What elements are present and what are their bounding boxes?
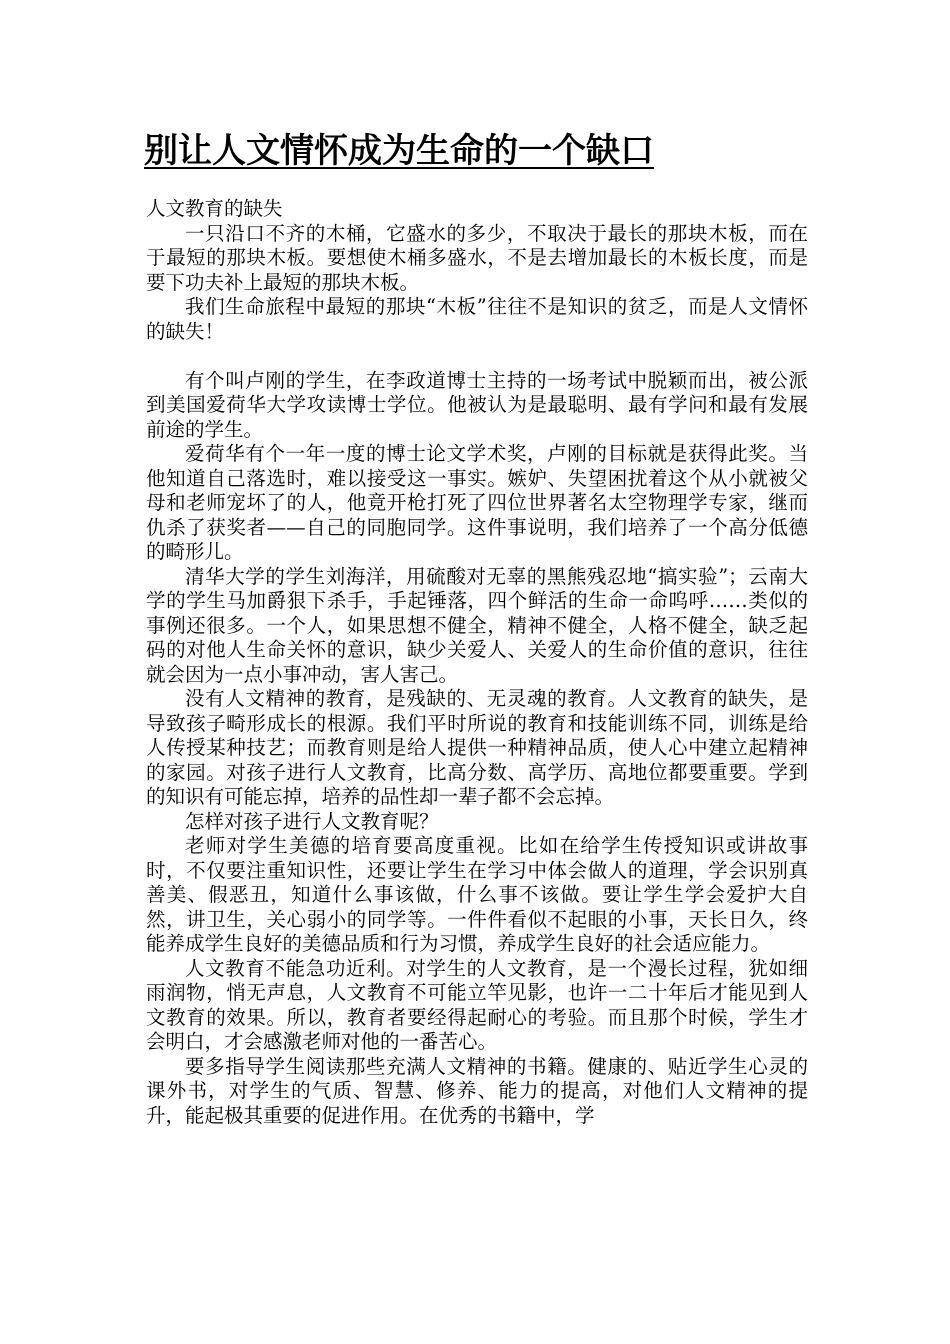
paragraph: 没有人文精神的教育，是残缺的、无灵魂的教育。人文教育的缺失，是导致孩子畸形成长的根源。我们平时所说的教育和技能训练不同，训练是给人传授某种技艺；而教育则是给人提供一种精神品质，使人心中建立起精神的家园。对孩子进行人文教育，比高分数、高学历、高地位都要重要。学到的知识有可能忘掉，培养的品性却一辈子都不会忘掉。 bbox=[146, 687, 808, 808]
paragraph: 爱荷华有个一年一度的博士论文学术奖，卢刚的目标就是获得此奖。当他知道自己落选时，难以接受这一事实。嫉妒、失望困扰着这个从小就被父母和老师宠坏了的人，他竟开枪打死了四位世界著名太空物理学专家，继而仇杀了获奖者——自己的同胞同学。这件事说明，我们培养了一个高分低德的畸形儿。 bbox=[146, 442, 808, 563]
paragraph: 清华大学的学生刘海洋，用硫酸对无辜的黑熊残忍地“搞实验”；云南大学的学生马加爵狠下杀手，手起锤落，四个鲜活的生命一命呜呼……类似的事例还很多。一个人，如果思想不健全，精神不健全，人格不健全，缺乏起码的对他人生命关怀的意识，缺少关爱人、关爱人的生命价值的意识，往往就会因为一点小事冲动，害人害己。 bbox=[146, 564, 808, 686]
paragraph: 老师对学生美德的培育要高度重视。比如在给学生传授知识或讲故事时，不仅要注重知识性，还要让学生在学习中体会做人的道理，学会识别真善美、假恶丑，知道什么事该做，什么事不该做。要让学生学会爱护大自然，讲卫生，关心弱小的同学等。一件件看似不起眼的小事，天长日久，终能养成学生良好的美德品质和行为习惯，养成学生良好的社会适应能力。 bbox=[146, 834, 808, 955]
paragraph: 我们生命旅程中最短的那块“木板”往往不是知识的贫乏，而是人文情怀的缺失！ bbox=[146, 295, 808, 343]
document-title: 别让人文情怀成为生命的一个缺口 bbox=[144, 131, 654, 171]
paragraph: 怎样对孩子进行人文教育呢？ bbox=[185, 809, 439, 833]
document-body bbox=[146, 197, 808, 1128]
paragraph: 一只沿口不齐的木桶，它盛水的多少，不取决于最长的那块木板，而在于最短的那块木板。要想使木桶多盛水，不是去增加最长的木板长度，而是要下功夫补上最短的那块木板。 bbox=[146, 221, 808, 294]
section-heading: 人文教育的缺失 bbox=[146, 197, 283, 220]
paragraph: 人文教育不能急功近利。对学生的人文教育，是一个漫长过程，犹如细雨润物，悄无声息，人文教育不可能立竿见影，也许一二十年后才能见到人文教育的效果。所以，教育者要经得起耐心的考验。而且那个时候，学生才会明白，才会感激老师对他的一番苦心。 bbox=[146, 956, 808, 1053]
paragraph: 要多指导学生阅读那些充满人文精神的书籍。健康的、贴近学生心灵的课外书，对学生的气质、智慧、修养、能力的提高，对他们人文精神的提升，能起极其重要的促进作用。在优秀的书籍中，学 bbox=[146, 1054, 808, 1127]
paragraph: 有个叫卢刚的学生，在李政道博士主持的一场考试中脱颖而出，被公派到美国爱荷华大学攻读博士学位。他被认为是最聪明、最有学问和最有发展前途的学生。 bbox=[146, 368, 808, 441]
blank-line bbox=[146, 344, 808, 369]
